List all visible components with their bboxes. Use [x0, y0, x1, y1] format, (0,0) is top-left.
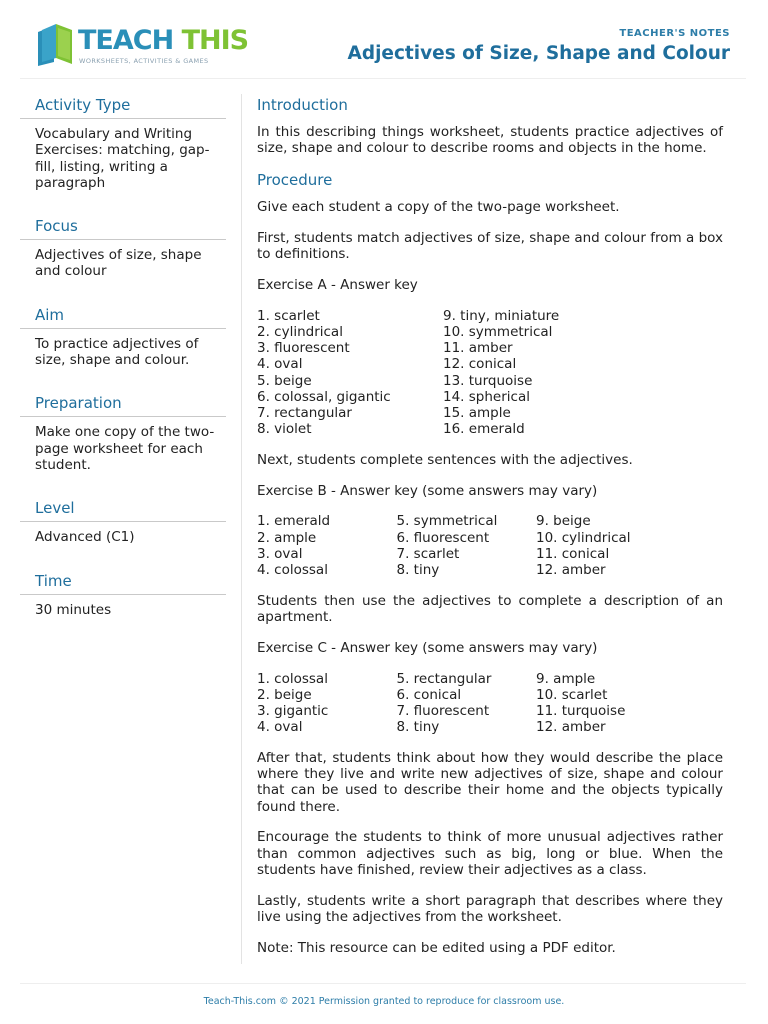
logo-tagline: WORKSHEETS, ACTIVITIES & GAMES — [79, 57, 209, 65]
answer-item: 3. fluorescent — [257, 340, 350, 357]
answer-item: 6. colossal, gigantic — [257, 388, 391, 405]
column-divider — [241, 94, 242, 964]
answer-row — [257, 389, 723, 405]
answer-item: 10. scarlet — [536, 686, 608, 703]
sidebar-body: To practice adjectives of size, shape and colour. — [35, 335, 199, 369]
answer-row — [257, 671, 723, 687]
answer-item: 11. turquoise — [536, 702, 626, 719]
exercise-c-answer-key — [257, 671, 723, 736]
footer-copyright[interactable]: Teach-This.com © 2021 Permission granted to reproduce for classroom use. — [203, 996, 565, 1007]
page-title: Adjectives of Size, Shape and Colour — [347, 43, 730, 64]
sidebar-body: Adjectives of size, shape and colour — [35, 247, 202, 280]
answer-item: 1. colossal — [257, 670, 328, 687]
answer-row — [257, 405, 723, 421]
exercise-b-label: Exercise B - Answer key (some answers may vary) — [257, 482, 598, 499]
exercise-c-label: Exercise C - Answer key (some answers may vary) — [257, 639, 598, 656]
procedure-paragraph: First, students match adjectives of size, shape and colour from a box to definitions. — [257, 229, 723, 263]
answer-item: 4. oval — [257, 356, 303, 373]
sidebar-section-preparation — [20, 390, 226, 473]
introduction-heading: Introduction — [257, 96, 348, 114]
answer-item: 9. ample — [536, 670, 596, 687]
footer-divider — [20, 983, 746, 984]
sidebar-body: Advanced (C1) — [35, 529, 135, 546]
procedure-paragraph: Students then use the adjectives to complete a description of an apartment. — [257, 592, 723, 625]
introduction-text: In this describing things worksheet, students practice adjectives of size, shape and colour to describe rooms and objects in the home. — [257, 124, 723, 157]
answer-row — [257, 562, 723, 578]
editing-note: Note: This resource can be edited using a PDF editor. — [257, 939, 616, 956]
answer-item: 7. rectangular — [257, 404, 352, 421]
answer-item: 12. amber — [536, 719, 606, 736]
answer-item: 14. spherical — [443, 388, 530, 405]
answer-item: 2. ample — [257, 529, 317, 546]
answer-row — [257, 373, 723, 389]
answer-item: 3. gigantic — [257, 702, 329, 719]
answer-item: 9. beige — [536, 513, 591, 530]
procedure-paragraph: Encourage the students to think of more unusual adjectives rather than common adjectives such as big, long or blue. When the students have finished, review their adjectives as a class. — [257, 829, 723, 879]
sidebar-heading: Activity Type — [20, 92, 226, 119]
main-content — [257, 96, 723, 971]
procedure-heading: Procedure — [257, 171, 333, 190]
answer-item: 8. tiny — [396, 719, 440, 736]
answer-item: 6. conical — [396, 686, 462, 703]
answer-item: 2. cylindrical — [257, 323, 343, 340]
answer-item: 5. symmetrical — [396, 513, 498, 530]
procedure-paragraph: After that, students think about how they would describe the place where they live and write new adjectives of size, shape and colour that can be used to describe their home and the objects typically found there. — [257, 749, 723, 815]
answer-row — [257, 703, 723, 719]
procedure-paragraph: Give each student a copy of the two-page worksheet. — [257, 199, 620, 216]
answer-item: 15. ample — [443, 404, 511, 421]
answer-row — [257, 719, 723, 735]
answer-item: 11. amber — [443, 340, 513, 357]
answer-item: 11. conical — [536, 545, 610, 562]
answer-item: 1. emerald — [257, 513, 331, 530]
sidebar-body: Make one copy of the two-page worksheet for each student. — [35, 424, 215, 473]
answer-item: 8. violet — [257, 421, 312, 438]
sidebar-section-level — [20, 495, 226, 545]
sidebar-section-focus — [20, 213, 226, 280]
answer-row — [257, 530, 723, 546]
exercise-a-label: Exercise A - Answer key — [257, 276, 418, 293]
answer-item: 12. amber — [536, 561, 606, 578]
answer-item: 1. scarlet — [257, 307, 320, 324]
sidebar-heading: Aim — [20, 302, 226, 329]
procedure-paragraph: Lastly, students write a short paragraph that describes where they live using the adjectives from the worksheet. — [257, 892, 723, 926]
answer-item: 7. scarlet — [396, 545, 460, 562]
answer-item: 10. symmetrical — [443, 323, 553, 340]
answer-item: 4. colossal — [257, 561, 328, 578]
sidebar-heading: Focus — [20, 213, 226, 240]
teachers-notes-label: TEACHER'S NOTES — [619, 28, 730, 39]
answer-item: 4. oval — [257, 719, 303, 736]
logo-wordmark: TEACH THIS — [78, 25, 249, 56]
answer-row — [257, 546, 723, 562]
answer-item: 10. cylindrical — [536, 529, 631, 546]
answer-item: 6. fluorescent — [396, 529, 490, 546]
answer-item: 8. tiny — [396, 561, 440, 578]
exercise-b-answer-key — [257, 513, 723, 578]
sidebar-section-time — [20, 568, 226, 618]
answer-row — [257, 308, 723, 324]
page-header — [0, 0, 768, 80]
procedure-paragraph: Next, students complete sentences with the adjectives. — [257, 451, 633, 468]
sidebar-body: Vocabulary and Writing Exercises: matching, gap-fill, listing, writing a paragraph — [35, 126, 210, 191]
answer-row — [257, 687, 723, 703]
sidebar-heading: Preparation — [20, 390, 226, 417]
answer-row — [257, 324, 723, 340]
answer-item: 9. tiny, miniature — [443, 307, 560, 324]
sidebar-heading: Level — [20, 495, 226, 522]
answer-item: 7. fluorescent — [396, 702, 490, 719]
answer-row — [257, 421, 723, 437]
teach-this-logo[interactable] — [36, 22, 249, 70]
book-icon — [36, 22, 76, 66]
answer-row — [257, 340, 723, 356]
sidebar-section-activity-type — [20, 92, 226, 191]
answer-row — [257, 513, 723, 529]
answer-row — [257, 356, 723, 372]
answer-item: 2. beige — [257, 686, 312, 703]
sidebar — [20, 92, 226, 640]
sidebar-section-aim — [20, 302, 226, 369]
answer-item: 5. rectangular — [396, 670, 492, 687]
exercise-a-answer-key — [257, 308, 723, 438]
answer-item: 3. oval — [257, 545, 303, 562]
answer-item: 16. emerald — [443, 421, 525, 438]
answer-item: 5. beige — [257, 372, 312, 389]
sidebar-heading: Time — [20, 568, 226, 595]
answer-item: 13. turquoise — [443, 372, 533, 389]
sidebar-body: 30 minutes — [35, 601, 112, 618]
header-divider — [20, 78, 746, 79]
answer-item: 12. conical — [443, 356, 517, 373]
